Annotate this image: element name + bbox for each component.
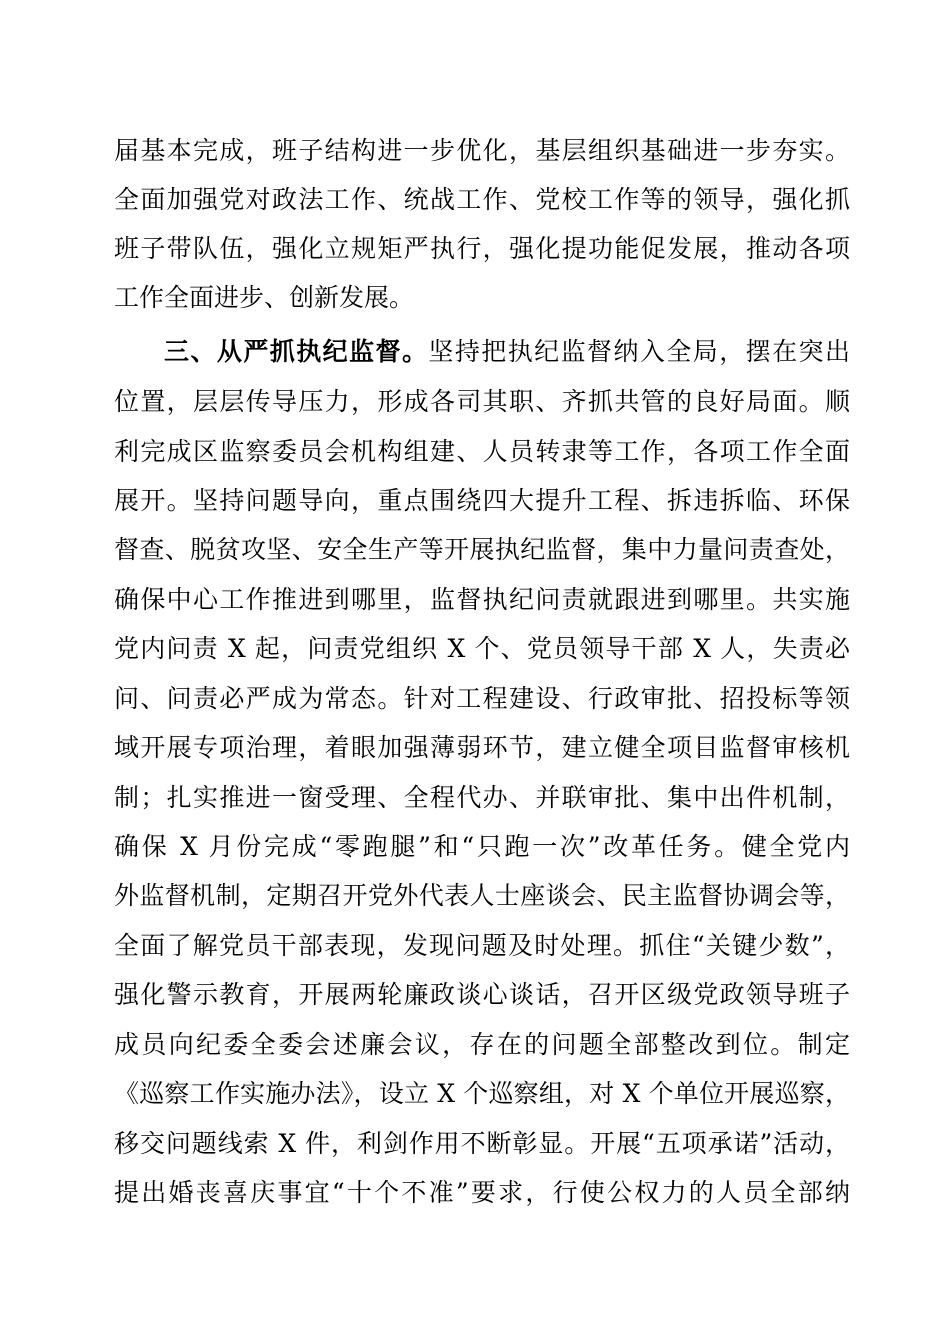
paragraph-line: 域开展专项治理，着眼加强薄弱环节，建立健全项目监督审核机 [114,733,850,762]
paragraph-line: 《巡察工作实施办法》，设立 X 个巡察组，对 X 个单位开展巡察， [114,1079,850,1108]
section-heading: 三、从严抓执纪监督。 [164,337,429,366]
paragraph-line: 全面了解党员干部表现，发现问题及时处理。抓住“关键少数”， [114,931,850,960]
paragraph-line: 成员向纪委全委会述廉会议，存在的问题全部整改到位。制定 [114,1030,850,1059]
section-heading-line [164,332,850,372]
section-first-line-text: 坚持把执纪监督纳入全局，摆在突出 [428,337,850,366]
paragraph-line: 移交问题线索 X 件，利剑作用不断彰显。开展“五项承诺”活动， [114,1129,850,1158]
paragraph-line: 全面加强党对政法工作、统战工作、党校工作等的领导，强化抓 [114,185,850,214]
paragraph-line: 外监督机制，定期召开党外代表人士座谈会、民主监督协调会等， [114,881,850,910]
paragraph-line: 强化警示教育，开展两轮廉政谈心谈话，召开区级党政领导班子 [114,980,850,1009]
paragraph-line: 提出婚丧喜庆事宜“十个不准”要求，行使公权力的人员全部纳 [114,1178,850,1207]
paragraph-line: 展开。坚持问题导向，重点围绕四大提升工程、拆违拆临、环保 [114,486,850,515]
paragraph-line: 位置，层层传导压力，形成各司其职、齐抓共管的良好局面。顺 [114,387,850,416]
paragraph-line: 党内问责 X 起，问责党组织 X 个、党员领导干部 X 人，失责必 [114,634,850,663]
paragraph-line: 确保中心工作推进到哪里，监督执纪问责就跟进到哪里。共实施 [114,585,850,614]
paragraph-line: 班子带队伍，强化立规矩严执行，强化提功能促发展，推动各项 [114,234,850,263]
paragraph-line: 制；扎实推进一窗受理、全程代办、并联审批、集中出件机制， [114,783,850,812]
paragraph-line: 确保 X 月份完成“零跑腿”和“只跑一次”改革任务。健全党内 [114,832,850,861]
paragraph-line: 督查、脱贫攻坚、安全生产等开展执纪监督，集中力量问责查处， [114,535,850,564]
paragraph-line: 问、问责必严成为常态。针对工程建设、行政审批、招投标等领 [114,684,850,713]
paragraph-line: 利完成区监察委员会机构组建、人员转隶等工作，各项工作全面 [114,437,850,466]
paragraph-line: 工作全面进步、创新发展。 [114,283,415,312]
paragraph-line: 届基本完成，班子结构进一步优化，基层组织基础进一步夯实。 [114,136,850,165]
